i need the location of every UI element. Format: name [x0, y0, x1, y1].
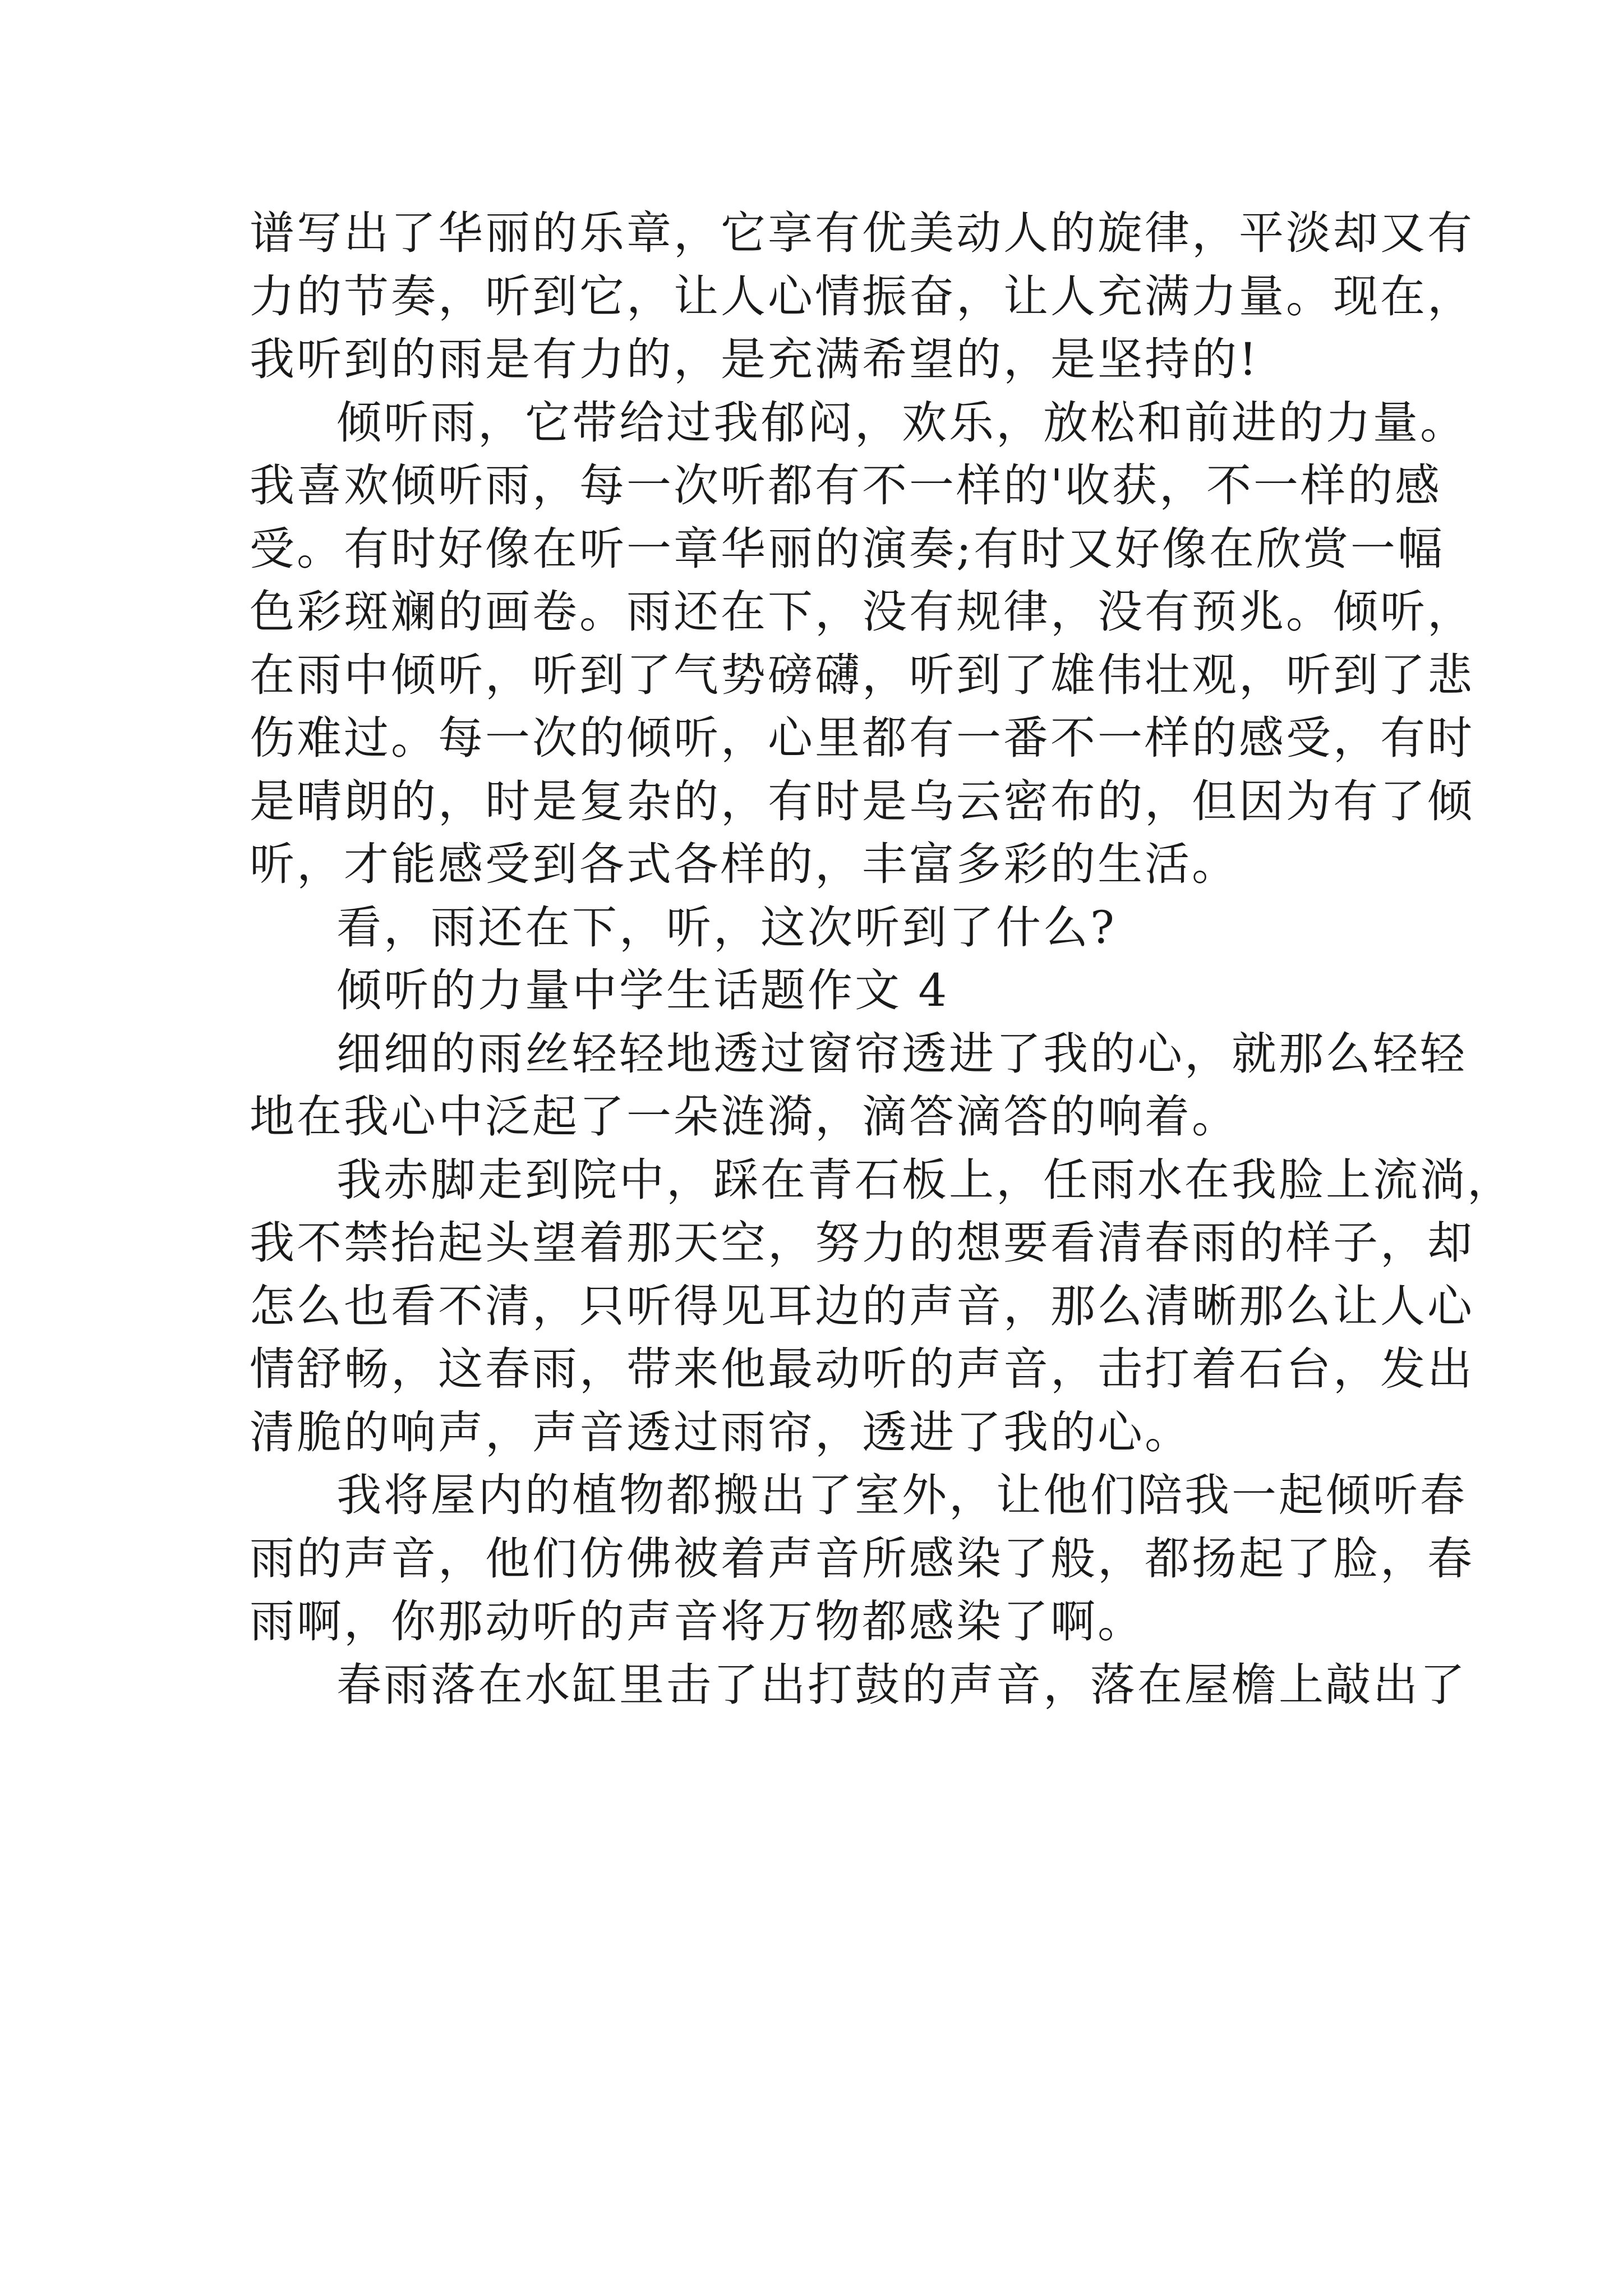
text-line: 地在我心中泛起了一朵涟漪，滴答滴答的响着。 — [250, 1091, 1239, 1143]
text-line: 倾听雨，它带给过我郁闷，欢乐，放松和前进的力量。 — [336, 396, 1467, 449]
text-line: 在雨中倾听，听到了气势磅礴，听到了雄伟壮观，听到了悲 — [250, 648, 1474, 701]
body-text — [250, 202, 1514, 1717]
text-line: 雨啊，你那动听的声音将万物都感染了啊。 — [250, 1595, 1145, 1648]
text-line: 看，雨还在下，听，这次听到了什么? — [336, 901, 1117, 954]
text-line: 受。有时好像在听一章华丽的演奏;有时又好像在欣赏一幅 — [250, 522, 1445, 575]
text-line: 春雨落在水缸里击了出打鼓的声音，落在屋檐上敲出了 — [336, 1658, 1467, 1711]
text-line: 我将屋内的植物都搬出了室外，让他们陪我一起倾听春 — [336, 1469, 1467, 1521]
text-line: 情舒畅，这春雨，带来他最动听的声音，击打着石台，发出 — [250, 1343, 1474, 1395]
text-line: 谱写出了华丽的乐章，它享有优美动人的旋律，平淡却又有 — [250, 207, 1474, 259]
text-line: 倾听的力量中学生话题作文 4 — [336, 964, 949, 1016]
text-line: 怎么也看不清，只听得见耳边的声音，那么清晰那么让人心 — [250, 1280, 1474, 1332]
text-line: 雨的声音，他们仿佛被着声音所感染了般，都扬起了脸，春 — [250, 1532, 1474, 1585]
text-line: 我听到的雨是有力的，是充满希望的，是坚持的! — [250, 333, 1260, 385]
text-line: 色彩斑斓的画卷。雨还在下，没有规律，没有预兆。倾听， — [250, 586, 1474, 638]
text-line: 细细的雨丝轻轻地透过窗帘透进了我的心，就那么轻轻 — [336, 1027, 1467, 1080]
text-line: 清脆的响声，声音透过雨帘，透进了我的心。 — [250, 1406, 1192, 1458]
text-line: 我赤脚走到院中，踩在青石板上，任雨水在我脸上流淌， — [336, 1153, 1514, 1206]
text-line: 听，才能感受到各式各样的，丰富多彩的生活。 — [250, 838, 1239, 890]
text-line: 我不禁抬起头望着那天空，努力的想要看清春雨的样子，却 — [250, 1217, 1474, 1269]
text-line: 是晴朗的，时是复杂的，有时是乌云密布的，但因为有了倾 — [250, 775, 1474, 827]
text-line: 我喜欢倾听雨，每一次听都有不一样的'收获，不一样的感 — [250, 459, 1442, 512]
text-line: 伤难过。每一次的倾听，心里都有一番不一样的感受，有时 — [250, 712, 1474, 764]
text-line: 力的节奏，听到它，让人心情振奋，让人充满力量。现在， — [250, 270, 1474, 323]
